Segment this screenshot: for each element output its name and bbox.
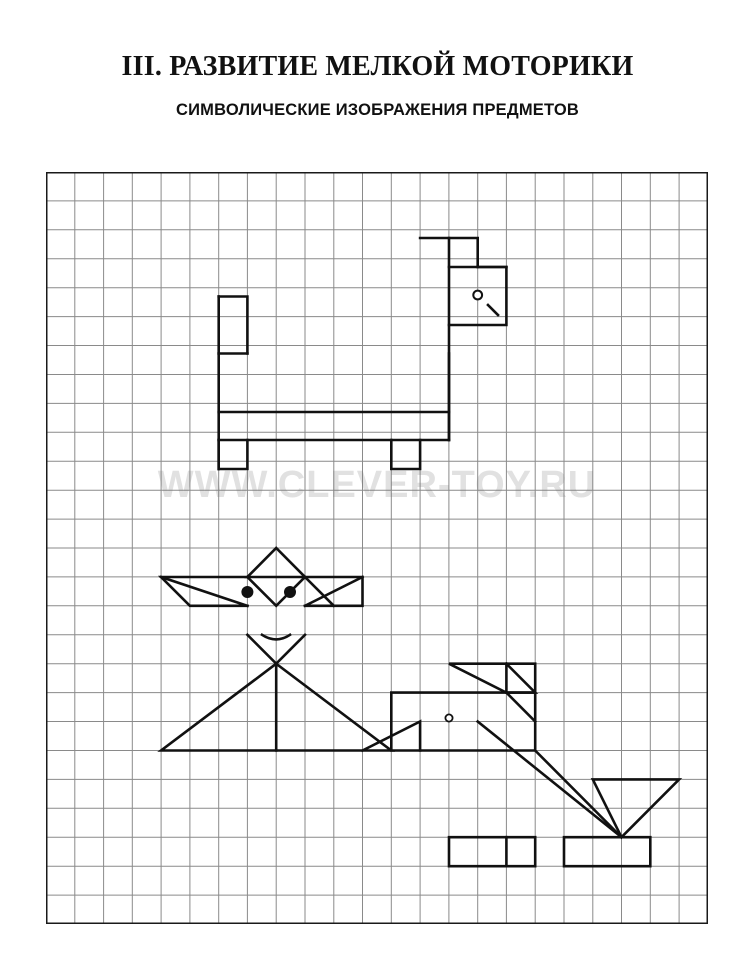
figure-girl xyxy=(161,548,420,751)
worksheet-canvas xyxy=(46,172,708,924)
watermark: WWW.CLEVER-TOY.RU xyxy=(157,464,597,506)
page-subtitle: СИМВОЛИЧЕСКИЕ ИЗОБРАЖЕНИЯ ПРЕДМЕТОВ xyxy=(176,100,579,119)
page-title: III. РАЗВИТИЕ МЕЛКОЙ МОТОРИКИ xyxy=(121,51,634,82)
grid-area xyxy=(46,172,708,924)
